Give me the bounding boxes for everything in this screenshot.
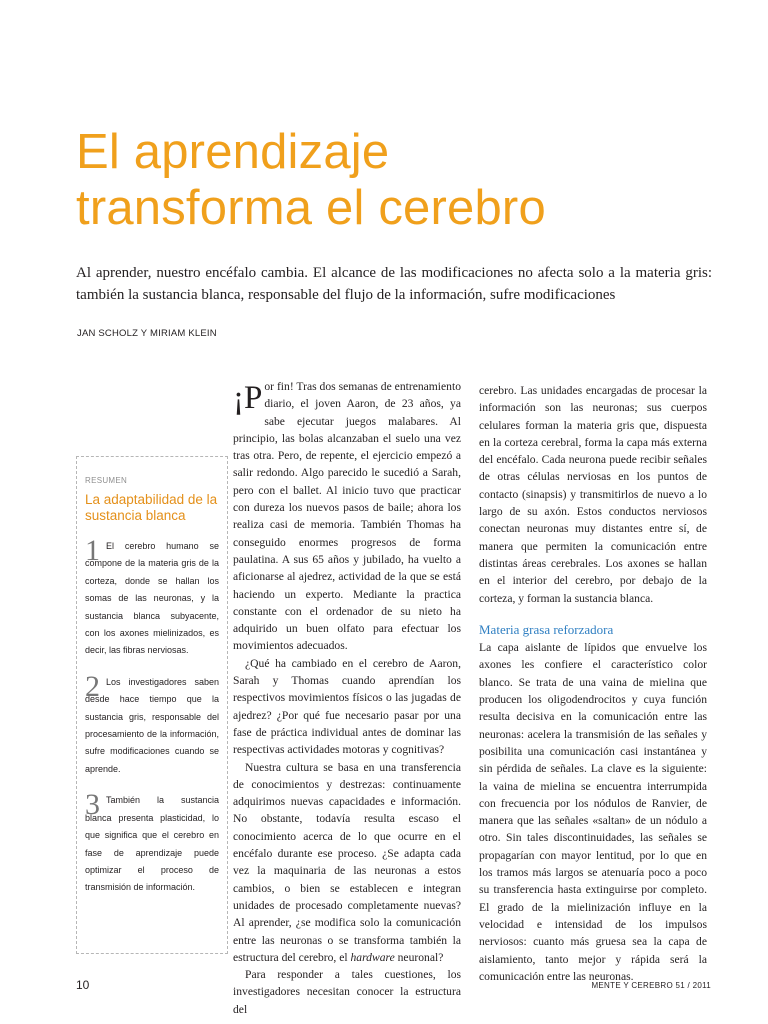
summary-item bbox=[85, 788, 219, 896]
body-paragraph: cerebro. Las unidades encargadas de procesar la información son las neuronas; sus cuerpos celulares forman la materia gris que, dispuesta en la corteza cerebral, forma la capa más externa del encéfalo. Cada neurona puede recibir señales de otras células nerviosas en los puntos de contacto (sinapsis) y transmitirlos de nuevo a lo largo de su axón. Estos conductos nerviosos conectan neuronas muy distantes entre sí, de manera que permiten la comunicación entre distintas áreas cerebrales. Los axones se hallan en el interior del cerebro, por debajo de la corteza, y forman la sustancia blanca. bbox=[479, 384, 707, 605]
title-line-1: El aprendizaje bbox=[76, 125, 390, 179]
body-column-1 bbox=[233, 378, 461, 1018]
summary-item-number: 3 bbox=[85, 788, 100, 822]
drop-cap: ¡P bbox=[233, 380, 263, 416]
lead-paragraph: Al aprender, nuestro encéfalo cambia. El alcance de las modificaciones no afecta solo a la materia gris: también la sustancia blanca, responsable del flujo de la información, sufre modificaciones bbox=[76, 265, 712, 303]
italic-term: hardware bbox=[350, 950, 395, 964]
page-number: 10 bbox=[76, 978, 90, 992]
body-paragraph: Para responder a tales cuestiones, los investigadores necesitan conocer la estructura del bbox=[233, 968, 461, 1016]
summary-sidebar bbox=[76, 456, 228, 954]
title-line-2: transforma el cerebro bbox=[76, 181, 546, 235]
sidebar-title: La adaptabilidad de la sustancia blanca bbox=[85, 492, 218, 523]
body-paragraph: La capa aislante de lípidos que envuelve los axones les confiere el característico color blanco. Se trata de una vaina de mielina que producen los oligodendrocitos y cuya función resulta decisiva en la comunicación entre las neuronas: acelera la transmisión de las señales y posibilita una comunicación casi instantánea y sin pérdida de señales. La clave es la siguiente: la vaina de mielina se encuentra interrumpida con frecuencia por los nódulos de Ranvier, de manera que las señales «saltan» de un nódulo a otro. Sin tales discontinuidades, las señales se propagarían con mayor lentitud, por lo que en los tramos más largos se atenuaría poco a poco su transferencia hasta extinguirse por completo. El grado de la mielinización influye en la velocidad e intensidad de los impulsos nerviosos: cuanto más gruesa sea la capa de aislamiento, tanto mejor y rápida será la comunicación entre las neuronas. bbox=[479, 641, 707, 983]
journal-footer: MENTE Y CEREBRO 51 / 2011 bbox=[591, 981, 711, 990]
summary-item-number: 1 bbox=[85, 534, 100, 567]
section-subheading: Materia grasa reforzadora bbox=[479, 621, 614, 637]
sidebar-tag: RESUMEN bbox=[85, 476, 128, 485]
summary-item-number: 2 bbox=[85, 669, 100, 703]
body-column-2 bbox=[479, 382, 707, 985]
article-title bbox=[76, 124, 716, 236]
summary-item-text: Los investigadores saben desde hace tiempo que la sustancia gris, responsable del procesamiento de la información, sufre modificaciones cuando se aprende. bbox=[85, 676, 219, 774]
body-paragraph: Nuestra cultura se basa en una transferencia de conocimientos y destrezas: continuamente adquirimos nuevas capacidades e información. No obstante, todavía resulta escaso el conocimiento acerca de lo que ocurre en el encéfalo durante ese proceso. ¿Se adapta cada vez la maquinaria de las neuronas a estos cambios, o bien se establecen e integran unidades de procesado completamente nuevas? Al aprender, ¿se modifica solo la comunicación entre las neuronas o se transforma también la estructura del cerebro, el hardware neuronal? bbox=[233, 760, 461, 964]
body-paragraph: ¿Qué ha cambiado en el cerebro de Aaron, Sarah y Thomas cuando aprendían los respectivos movimientos físicos o las jugadas de ajedrez? ¿Por qué fue necesario pasar por una fase de práctica individual antes de dominar las respectivas actividades motoras y cognitivas? bbox=[233, 656, 461, 757]
body-paragraph: ¡P or fin! Tras dos semanas de entrenamiento diario, el joven Aaron, de 23 años, ya sabe ejecutar juegos malabares. Al principio, las bolas alcanzaban el suelo una vez tras otra. Pero, de repente, el ejercicio empezó a salir redondo. Algo parecido le sucedió a Sarah, pero con el ballet. Al inicio tuvo que practicar con dureza los nuevos pasos de baile; ahora los realiza casi de memoria. También Thomas ha conseguido enormes progresos de forma paulatina. A sus 65 años y jubilado, ha vuelto a aficionarse al ajedrez, actividad de la que se está haciendo un experto. Mediante la practica constante con el ordenador de su nieto ha adquirido un buen olfato para efectuar los movimientos adecuados. bbox=[233, 380, 461, 653]
summary-item bbox=[85, 534, 219, 660]
byline: JAN SCHOLZ Y MIRIAM KLEIN bbox=[77, 328, 217, 339]
summary-item bbox=[85, 669, 219, 778]
summary-item-text: El cerebro humano se compone de la materia gris de la corteza, donde se hallan los somas de las neuronas, y la sustancia blanca subyacente, con los axones mielinizados, es decir, las fibras nerviosas. bbox=[85, 541, 219, 656]
summary-item-text: También la sustancia blanca presenta plasticidad, lo que significa que el cerebro en fase de aprendizaje puede optimizar el proceso de transmisión de información. bbox=[85, 795, 219, 893]
